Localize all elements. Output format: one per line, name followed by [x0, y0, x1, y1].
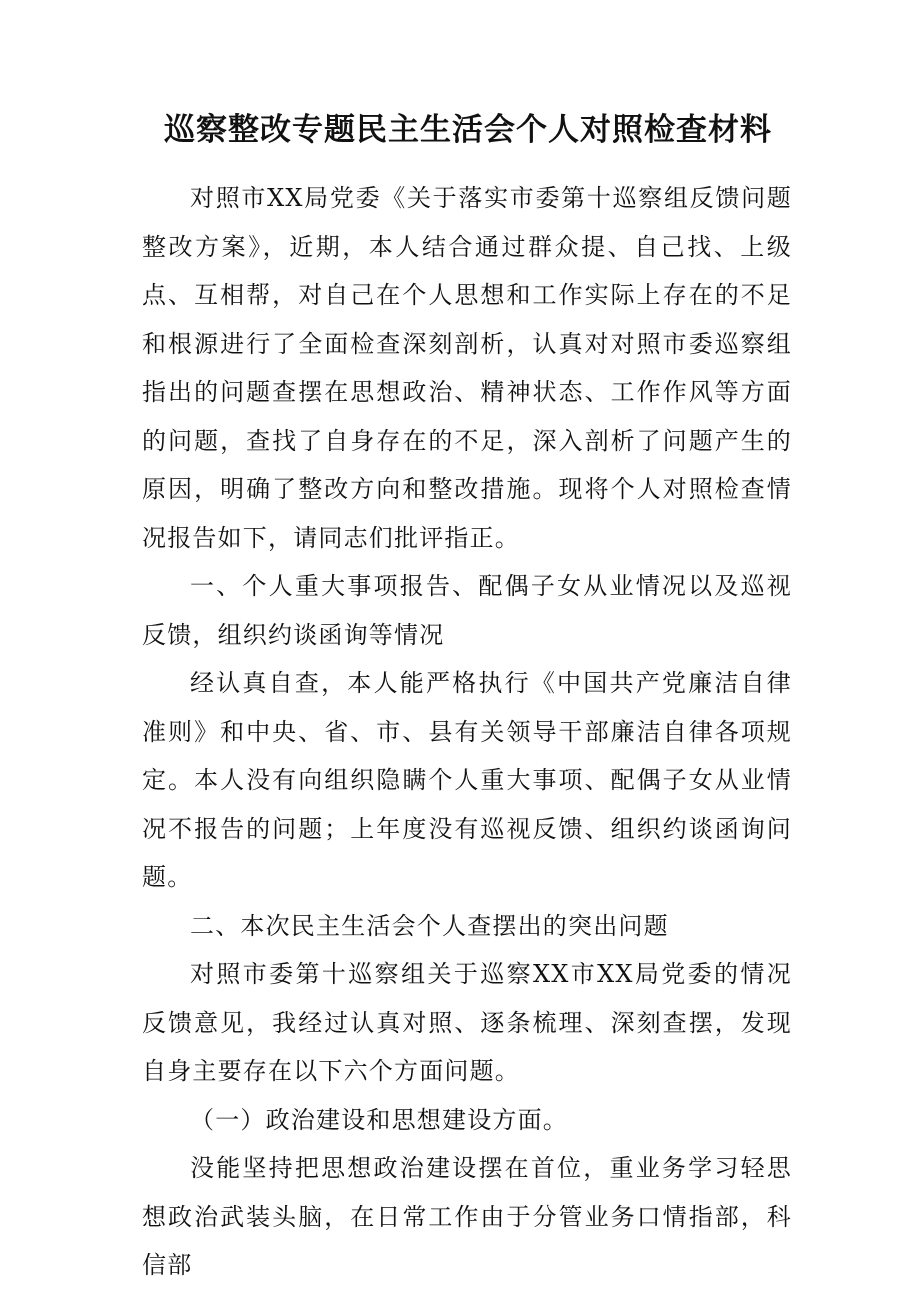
intro-paragraph: 对照市XX局党委《关于落实市委第十巡察组反馈问题整改方案》，近期，本人结合通过群众提、自己找、上级点、互相帮，对自己在个人思想和工作实际上存在的不足和根源进行了全面检查深刻剖析，认真对对照市委巡察组指出的问题查摆在思想政治、精神状态、工作作风等方面的问题，查找了自身存在的不足，深入剖析了问题产生的原因，明确了整改方向和整改措施。现将个人对照检查情况报告如下，请同志们批评指正。	[142, 184, 792, 552]
section-1-paragraph: 经认真自查，本人能严格执行《中国共产党廉洁自律准则》和中央、省、市、县有关领导干部廉洁自律各项规定。本人没有向组织隐瞒个人重大事项、配偶子女从业情况不报告的问题；上年度没有巡视反馈、组织约谈函询问题。	[142, 669, 792, 891]
document-title: 巡察整改专题民主生活会个人对照检查材料	[164, 112, 772, 148]
section-2-paragraph: 对照市委第十巡察组关于巡察XX市XX局党委的情况反馈意见，我经过认真对照、逐条梳理、深刻查摆，发现自身主要存在以下六个方面问题。	[142, 960, 792, 1085]
section-heading-1: 一、个人重大事项报告、配偶子女从业情况以及巡视反馈，组织约谈函询等情况	[142, 572, 792, 649]
subsection-1-paragraph: 没能坚持把思想政治建设摆在首位，重业务学习轻思想政治武装头脑，在日常工作由于分管业务口情指部，科信部	[142, 1154, 792, 1279]
section-heading-2: 二、本次民主生活会个人查摆出的突出问题	[190, 911, 669, 940]
subsection-heading-1: （一）政治建设和思想建设方面。	[190, 1105, 568, 1134]
